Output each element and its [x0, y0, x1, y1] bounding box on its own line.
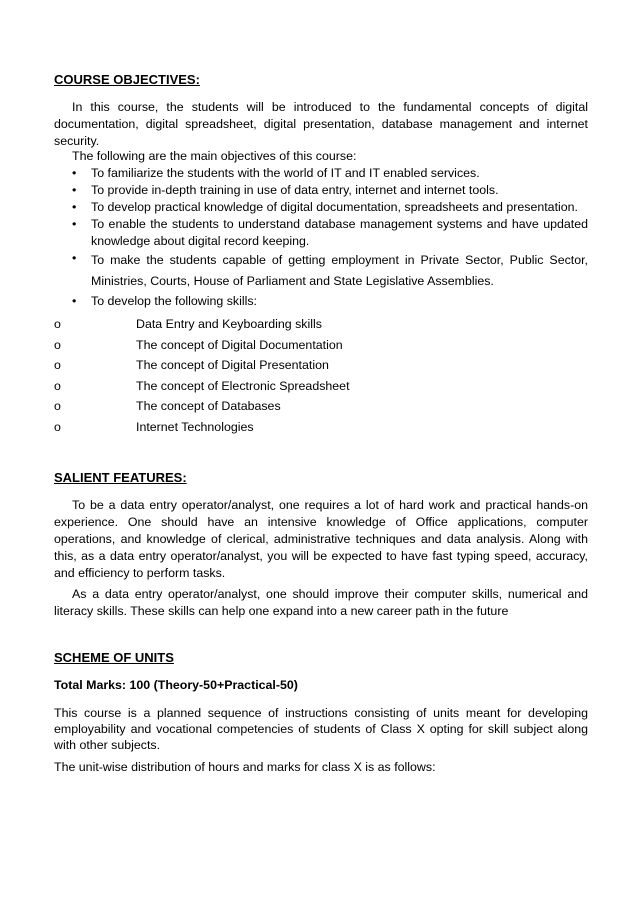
total-marks: Total Marks: 100 (Theory-50+Practical-50) [54, 678, 298, 692]
sub-bullet-icon: o [54, 399, 61, 413]
sub-bullet-icon: o [54, 379, 61, 393]
sub-bullet-icon: o [54, 338, 61, 352]
salient-features-heading: SALIENT FEATURES: [54, 470, 187, 485]
course-objectives-heading: COURSE OBJECTIVES: [54, 72, 200, 87]
unit-distribution-text: The unit-wise distribution of hours and marks for class X is as follows: [54, 760, 436, 774]
bullet-icon: • [72, 217, 77, 231]
objective-item: To develop practical knowledge of digital documentation, spreadsheets and presentation. [91, 200, 578, 214]
bullet-icon: • [72, 294, 77, 308]
bullet-icon: • [72, 200, 77, 214]
scheme-of-units-heading: SCHEME OF UNITS [54, 650, 174, 665]
salient-features-paragraph: To be a data entry operator/analyst, one requires a lot of hard work and practical hands-on experience. One should have an intensive knowledge of Office applications, computer operations, and knowledge of clerical, administrative techniques and data analysis. Along with this, as a data entry operator/analyst, you will be expected to have fast typing speed, accuracy, and efficiency to perform tasks. [54, 498, 588, 580]
course-objectives-intro: In this course, the students will be introduced to the fundamental concepts of digital documentation, digital spreadsheet, digital presentation, database management and internet security. [54, 100, 588, 148]
objective-item: To enable the students to understand database management systems and have updated knowledge about digital record keeping. [91, 217, 588, 248]
salient-features-paragraph: As a data entry operator/analyst, one should improve their computer skills, numerical and literacy skills. These skills can help one expand into a new career path in the future [54, 587, 588, 618]
skill-item: The concept of Digital Documentation [136, 338, 343, 352]
sub-bullet-icon: o [54, 420, 61, 434]
sub-bullet-icon: o [54, 317, 61, 331]
skill-item: Data Entry and Keyboarding skills [136, 317, 322, 331]
skill-item: Internet Technologies [136, 420, 254, 434]
sub-bullet-icon: o [54, 358, 61, 372]
objective-item: To make the students capable of getting employment in Private Sector, Public Sector, Ministries, Courts, House of Parliament and State Legislative Assemblies. [91, 253, 588, 288]
skill-item: The concept of Databases [136, 399, 281, 413]
skill-item: The concept of Electronic Spreadsheet [136, 379, 350, 393]
bullet-icon: • [72, 251, 77, 265]
objective-item: To familiarize the students with the world of IT and IT enabled services. [91, 166, 480, 180]
scheme-description: This course is a planned sequence of instructions consisting of units meant for developing employability and vocational competencies of students of Class X opting for skill subject along with other subjects. [54, 706, 588, 752]
objective-item: To provide in-depth training in use of data entry, internet and internet tools. [91, 183, 499, 197]
objective-item: To develop the following skills: [91, 294, 257, 308]
bullet-icon: • [72, 166, 77, 180]
bullet-icon: • [72, 183, 77, 197]
objectives-lead: The following are the main objectives of this course: [72, 149, 357, 163]
skill-item: The concept of Digital Presentation [136, 358, 329, 372]
